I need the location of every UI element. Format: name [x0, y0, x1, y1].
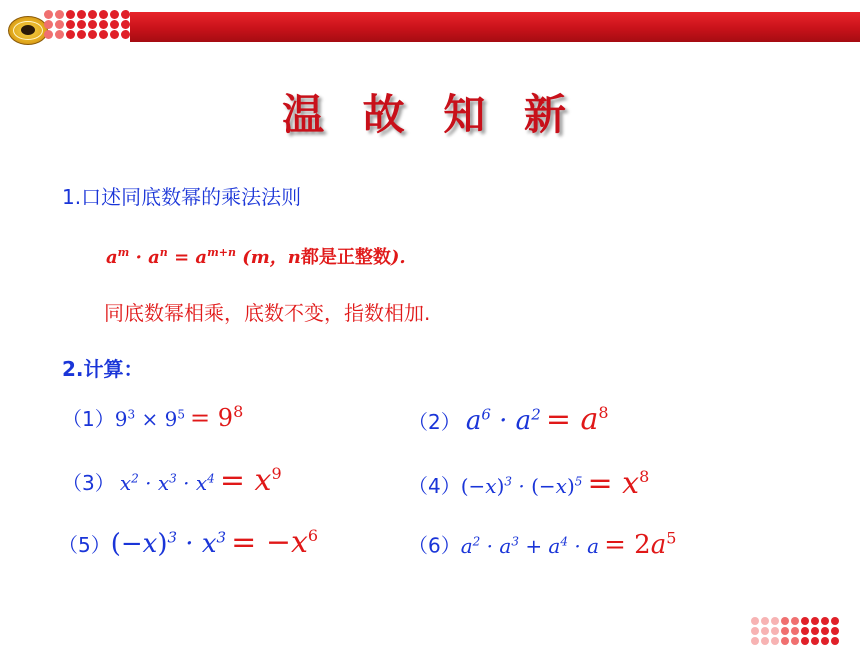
decorative-dot — [121, 30, 130, 39]
decorative-dots-bottom — [750, 616, 840, 646]
decorative-dot — [99, 20, 108, 29]
decorative-dot — [110, 20, 119, 29]
problem-1 — [62, 402, 243, 432]
problem-number: （1） — [62, 407, 115, 431]
decorative-dot — [811, 637, 819, 645]
decorative-dot — [88, 30, 97, 39]
decorative-dot — [99, 30, 108, 39]
decorative-dot — [791, 617, 799, 625]
problem-number: （5） — [58, 533, 111, 557]
decorative-dot — [791, 627, 799, 635]
decorative-dot — [66, 20, 75, 29]
decorative-dot — [801, 617, 809, 625]
decorative-dot — [821, 617, 829, 625]
review-item-1: 1.口述同底数幂的乘法法则 — [62, 185, 302, 209]
decorative-dot — [771, 627, 779, 635]
decorative-dot — [771, 617, 779, 625]
decorative-dot — [781, 627, 789, 635]
decorative-dot — [761, 627, 769, 635]
decorative-dot — [44, 30, 53, 39]
problem-expression: $9^3 \times 9^5$ — [114, 407, 185, 431]
decorative-dot — [751, 617, 759, 625]
problem-3 — [62, 463, 282, 498]
problem-answer: = $2a^5$ — [604, 528, 677, 560]
decorative-dot — [781, 617, 789, 625]
decorative-dot — [66, 10, 75, 19]
decorative-dot — [55, 20, 64, 29]
decorative-dot — [791, 637, 799, 645]
decorative-dot — [761, 637, 769, 645]
problem-answer: = $x^9$ — [219, 463, 282, 498]
decorative-dot — [781, 637, 789, 645]
decorative-dot — [831, 637, 839, 645]
problem-4 — [408, 466, 649, 501]
calc-heading: 2.计算： — [62, 357, 144, 381]
problem-expression: $(-x)^3 \cdot x^3$ — [110, 528, 227, 559]
decorative-dot — [110, 10, 119, 19]
exponent-rule: $a^m \cdot a^n = a^{m+n}$ (m，n都是正整数). — [106, 246, 406, 268]
decorative-dot — [121, 10, 130, 19]
decorative-dot — [55, 30, 64, 39]
problem-5 — [58, 525, 318, 560]
problem-answer: = $-x^6$ — [231, 525, 319, 560]
exponent-rule-words: 同底数幂相乘，底数不变，指数相加. — [104, 301, 431, 325]
decorative-dot — [44, 20, 53, 29]
problem-2 — [408, 402, 609, 437]
decorative-dot — [771, 637, 779, 645]
decorative-dot — [77, 20, 86, 29]
problem-6 — [408, 528, 676, 560]
decorative-dot — [88, 20, 97, 29]
decorative-dot — [99, 10, 108, 19]
problem-number: （3） — [62, 471, 115, 495]
decorative-dot — [77, 10, 86, 19]
decorative-dot — [831, 617, 839, 625]
decorative-dot — [821, 637, 829, 645]
problem-answer: = $x^8$ — [587, 466, 650, 501]
decorative-dot — [110, 30, 119, 39]
problem-answer: = $9^8$ — [190, 402, 244, 432]
problem-expression: $a^2 \cdot a^3 + a^4 \cdot a$ — [460, 533, 599, 558]
decorative-dots-top — [44, 10, 131, 39]
decorative-dot — [801, 637, 809, 645]
decorative-dot — [821, 627, 829, 635]
problem-expression: $a^6 \cdot a^2$ — [465, 405, 541, 436]
problem-number: （2） — [408, 410, 461, 434]
decorative-dot — [44, 10, 53, 19]
decorative-dot — [751, 637, 759, 645]
decorative-dot — [55, 10, 64, 19]
problem-answer: = $a^8$ — [545, 402, 609, 437]
problem-expression: $(-x)^3 \cdot (-x)^5$ — [460, 474, 583, 498]
decorative-dot — [831, 627, 839, 635]
decorative-dot — [811, 617, 819, 625]
problem-expression: $x^2 \cdot x^3 \cdot x^4$ — [119, 471, 215, 495]
decorative-dot — [801, 627, 809, 635]
decorative-dot — [761, 617, 769, 625]
logo-eye — [21, 25, 35, 35]
decorative-dot — [77, 30, 86, 39]
decorative-dot — [66, 30, 75, 39]
page-title: 温 故 知 新 — [282, 90, 578, 139]
school-eye-logo-icon — [8, 16, 48, 45]
decorative-dot — [751, 627, 759, 635]
decorative-dot — [811, 627, 819, 635]
problem-number: （6） — [408, 533, 461, 558]
header-bar — [130, 12, 860, 42]
problem-number: （4） — [408, 474, 461, 498]
decorative-dot — [88, 10, 97, 19]
decorative-dot — [121, 20, 130, 29]
